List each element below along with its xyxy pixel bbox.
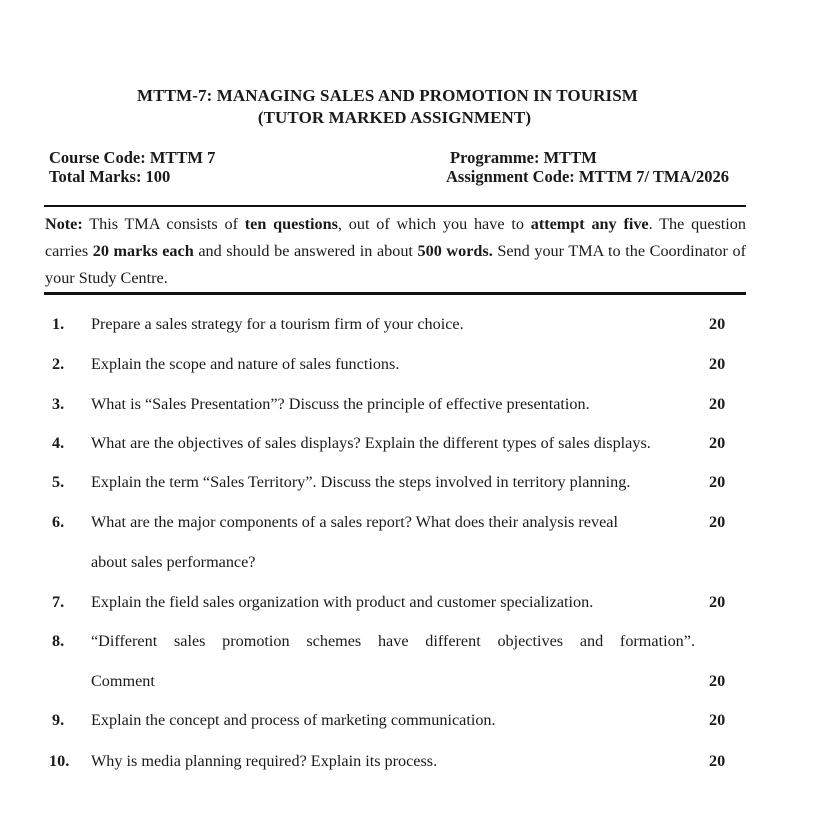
question-marks: 20 [709,395,726,413]
question-number: 3. [52,395,65,413]
question-text: Explain the concept and process of marketing communication. [91,711,496,729]
question-marks: 20 [709,355,726,373]
question-item [0,511,815,533]
question-text: Why is media planning required? Explain its process. [91,752,438,770]
question-item [0,471,815,493]
question-text: What is “Sales Presentation”? Discuss the principle of effective presentation. [91,395,590,413]
question-number: 10. [49,752,70,770]
programme: Programme: MTTM [450,148,597,167]
question-item [0,313,815,335]
question-number: 2. [52,355,65,373]
question-text: What are the major components of a sales report? What does their analysis reveal [91,513,618,531]
question-item [0,591,815,613]
assignment-code: Assignment Code: MTTM 7/ TMA/2026 [446,167,729,186]
question-text: Prepare a sales strategy for a tourism firm of your choice. [91,315,464,333]
question-item [0,630,815,652]
question-marks: 20 [709,434,726,452]
note-text: , out of which you have to [337,215,531,233]
question-number: 4. [52,434,65,452]
note-text: Send your TMA to the Coordinator of your Study Centre. [45,242,746,287]
question-text: What are the objectives of sales displays? Explain the different types of sales displays. [91,434,651,452]
note-bottom-rule [44,292,746,295]
question-item [0,432,815,454]
note-text: . The question carries [45,215,746,260]
question-number: 9. [52,711,65,729]
question-number: 1. [52,315,65,333]
course-code: Course Code: MTTM 7 [49,148,216,167]
note-emphasis: 500 words. [417,242,493,260]
question-text-continued: Comment [91,672,155,690]
question-number: 5. [52,473,65,491]
question-text: Explain the scope and nature of sales functions. [91,355,400,373]
question-item [0,750,815,772]
question-text: Explain the term “Sales Territory”. Discuss the steps involved in territory planning. [91,473,631,491]
note-text: and should be answered in about [193,242,418,260]
document-title: MTTM-7: MANAGING SALES AND PROMOTION IN TOURISM [137,86,638,105]
question-number: 7. [52,593,65,611]
question-item-continuation [0,670,815,692]
question-item [0,393,815,415]
question-number: 8. [52,632,65,650]
question-number: 6. [52,513,65,531]
question-marks: 20 [709,473,726,491]
question-marks: 20 [709,752,726,770]
question-item [0,353,815,375]
document-subtitle: (TUTOR MARKED ASSIGNMENT) [257,108,532,127]
question-marks: 20 [709,672,726,690]
note-label: Note: [45,215,83,233]
question-marks: 20 [709,513,726,531]
note-emphasis: 20 marks each [92,242,194,260]
question-text: “Different sales promotion schemes have different objectives and formation”. [91,632,695,650]
programme-info [446,148,729,186]
note-emphasis: attempt any five [530,215,649,233]
note-text: This TMA consists of [82,215,245,233]
question-marks: 20 [709,315,726,333]
note-paragraph [45,211,746,292]
note-emphasis: ten questions [244,215,338,233]
question-item-continuation [0,551,815,573]
total-marks: Total Marks: 100 [49,167,171,186]
question-text: Explain the field sales organization with product and customer specialization. [91,593,594,611]
question-marks: 20 [709,593,726,611]
question-item [0,709,815,731]
course-info [49,148,215,186]
note-top-rule [44,205,746,207]
question-marks: 20 [709,711,726,729]
question-text-continued: about sales performance? [91,553,256,571]
